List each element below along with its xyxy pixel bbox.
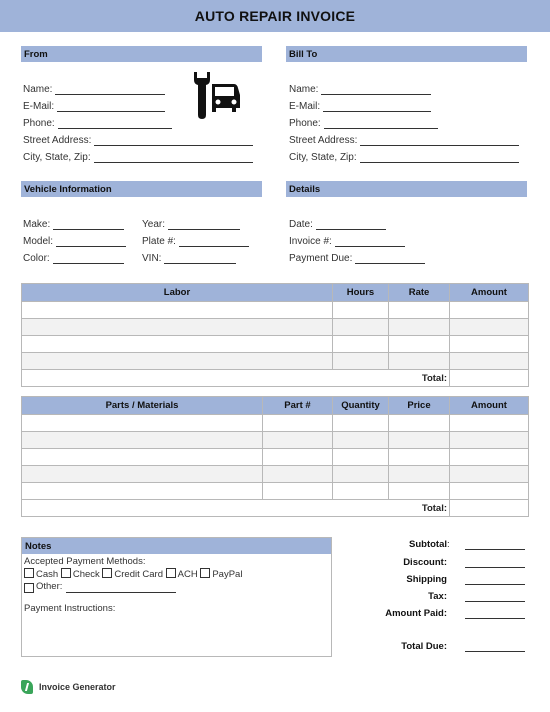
subtotal-label: Subtotal xyxy=(409,539,447,550)
brand-name: Invoice Generator xyxy=(39,682,116,692)
parts-total-value[interactable] xyxy=(450,500,529,517)
labor-col-header: Labor xyxy=(22,284,333,302)
table-row[interactable] xyxy=(22,353,529,370)
payment-due-field[interactable] xyxy=(289,250,425,264)
other-method-row xyxy=(24,581,329,593)
vin-field[interactable] xyxy=(142,250,249,264)
cash-label: Cash xyxy=(36,569,59,580)
other-field[interactable] xyxy=(66,582,176,593)
notes-box[interactable] xyxy=(21,537,332,657)
total-due-label: Total Due: xyxy=(401,641,447,652)
labor-total-value[interactable] xyxy=(450,370,529,387)
from-email-label: E-Mail: xyxy=(23,101,55,112)
bill-phone-label: Phone: xyxy=(289,118,321,129)
vehicle-left xyxy=(23,216,126,264)
payment-methods-row xyxy=(24,568,329,581)
from-street-label: Street Address: xyxy=(23,135,92,146)
bill-phone-field[interactable] xyxy=(289,115,519,129)
credit-card-label: Credit Card xyxy=(114,569,163,580)
table-row[interactable] xyxy=(22,415,529,432)
ach-checkbox[interactable] xyxy=(166,568,176,578)
table-row[interactable] xyxy=(22,302,529,319)
invoice-number-label: Invoice #: xyxy=(289,236,332,247)
from-header: From xyxy=(21,46,262,62)
details-block xyxy=(289,216,425,264)
parts-table xyxy=(21,396,529,517)
credit-card-checkbox[interactable] xyxy=(102,568,112,578)
make-label: Make: xyxy=(23,219,51,230)
discount-field[interactable] xyxy=(465,557,525,568)
check-label: Check xyxy=(72,569,100,580)
table-row[interactable] xyxy=(22,432,529,449)
other-checkbox[interactable] xyxy=(24,583,34,593)
amount-paid-label: Amount Paid: xyxy=(385,608,447,619)
leaf-bolt-icon xyxy=(21,680,33,694)
shipping-field[interactable] xyxy=(465,574,525,585)
plate-label: Plate #: xyxy=(142,236,176,247)
labor-total-row xyxy=(22,370,529,387)
table-row[interactable] xyxy=(22,449,529,466)
paypal-label: PayPal xyxy=(212,569,243,580)
table-row[interactable] xyxy=(22,466,529,483)
model-label: Model: xyxy=(23,236,54,247)
table-row[interactable] xyxy=(22,483,529,500)
labor-table xyxy=(21,283,529,387)
invoice-title: AUTO REPAIR INVOICE xyxy=(0,0,550,32)
year-field[interactable] xyxy=(142,216,249,230)
cash-checkbox[interactable] xyxy=(24,568,34,578)
part-number-col-header: Part # xyxy=(263,397,333,415)
year-label: Year: xyxy=(142,219,165,230)
table-row[interactable] xyxy=(22,319,529,336)
discount-row xyxy=(355,557,530,568)
rate-col-header: Rate xyxy=(389,284,450,302)
wrench-car-icon xyxy=(188,68,243,123)
discount-label: Discount: xyxy=(403,557,447,568)
subtotal-field[interactable] xyxy=(465,539,525,550)
labor-total-label: Total: xyxy=(22,370,450,387)
payment-instructions-label: Payment Instructions: xyxy=(24,603,116,614)
date-field[interactable] xyxy=(289,216,425,230)
plate-field[interactable] xyxy=(142,233,249,247)
parts-total-row xyxy=(22,500,529,517)
notes-header: Notes xyxy=(22,538,331,554)
amount-paid-field[interactable] xyxy=(465,608,525,619)
bill-city-label: City, State, Zip: xyxy=(289,152,357,163)
from-city-label: City, State, Zip: xyxy=(23,152,91,163)
bill-street-field[interactable] xyxy=(289,132,519,146)
color-field[interactable] xyxy=(23,250,126,264)
shipping-row xyxy=(355,574,530,585)
parts-total-label: Total: xyxy=(22,500,450,517)
amount-paid-row xyxy=(355,608,530,619)
shipping-label: Shipping xyxy=(406,574,447,585)
bill-to-header: Bill To xyxy=(286,46,527,62)
total-due-field[interactable] xyxy=(465,641,525,652)
from-phone-label: Phone: xyxy=(23,118,55,129)
make-field[interactable] xyxy=(23,216,126,230)
bill-street-label: Street Address: xyxy=(289,135,358,146)
invoice-number-field[interactable] xyxy=(289,233,425,247)
total-due-row xyxy=(355,641,530,652)
from-street-field[interactable] xyxy=(23,132,253,146)
paypal-checkbox[interactable] xyxy=(200,568,210,578)
tax-label: Tax: xyxy=(428,591,447,602)
other-label: Other: xyxy=(36,581,63,592)
from-name-label: Name: xyxy=(23,84,53,95)
parts-amount-col-header: Amount xyxy=(450,397,529,415)
vehicle-right xyxy=(142,216,249,264)
date-label: Date: xyxy=(289,219,313,230)
price-col-header: Price xyxy=(389,397,450,415)
bill-name-field[interactable] xyxy=(289,81,519,95)
from-city-field[interactable] xyxy=(23,149,253,163)
parts-col-header: Parts / Materials xyxy=(22,397,263,415)
bill-name-label: Name: xyxy=(289,84,319,95)
model-field[interactable] xyxy=(23,233,126,247)
quantity-col-header: Quantity xyxy=(333,397,389,415)
ach-label: ACH xyxy=(177,569,198,580)
amount-col-header: Amount xyxy=(450,284,529,302)
bill-email-label: E-Mail: xyxy=(289,101,321,112)
table-row[interactable] xyxy=(22,336,529,353)
bill-email-field[interactable] xyxy=(289,98,519,112)
brand-logo[interactable] xyxy=(21,680,116,694)
color-label: Color: xyxy=(23,253,50,264)
tax-field[interactable] xyxy=(465,591,525,602)
bill-city-field[interactable] xyxy=(289,149,519,163)
accepted-methods-label: Accepted Payment Methods: xyxy=(24,556,146,567)
hours-col-header: Hours xyxy=(333,284,389,302)
details-header: Details xyxy=(286,181,527,197)
bill-to-block xyxy=(289,81,519,163)
vin-label: VIN: xyxy=(142,253,162,264)
payment-due-label: Payment Due: xyxy=(289,253,353,264)
tax-row xyxy=(355,591,530,602)
subtotal-row: Subtotal : xyxy=(355,539,530,550)
vehicle-header: Vehicle Information xyxy=(21,181,262,197)
check-checkbox[interactable] xyxy=(61,568,71,578)
